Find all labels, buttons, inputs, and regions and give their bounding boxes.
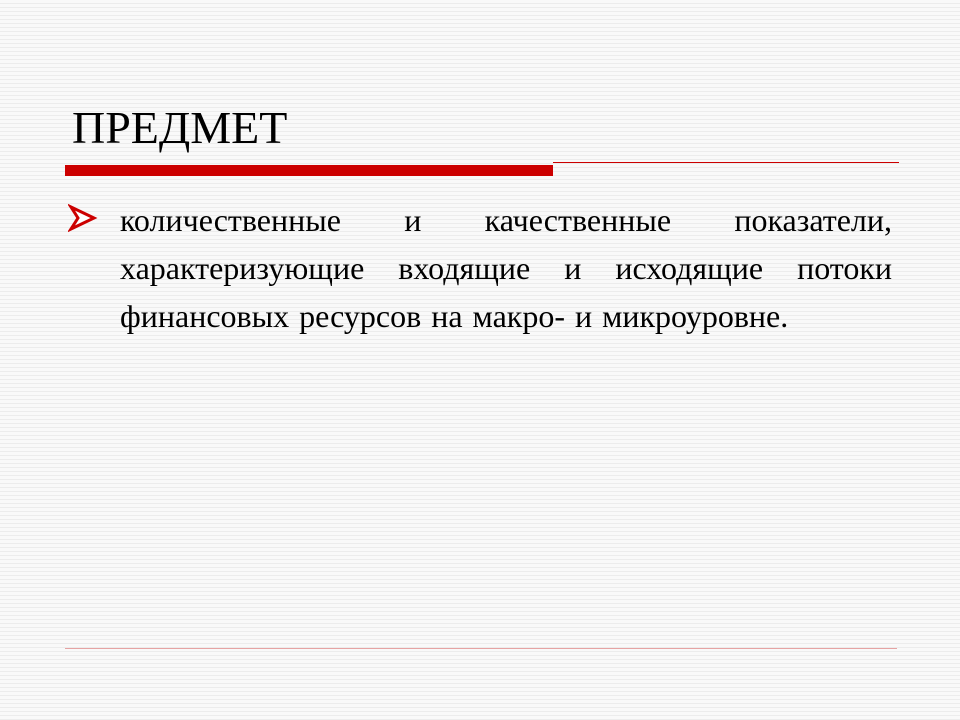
- title-underline-thin: [553, 162, 899, 163]
- bullet-item: [68, 196, 892, 340]
- arrow-right-outline-icon: [68, 203, 98, 233]
- footer-divider: [65, 648, 897, 649]
- slide-title: ПРЕДМЕТ: [72, 102, 288, 153]
- title-underline-thick: [65, 165, 553, 176]
- bullet-text: количественные и качественные показатели, характеризующие входящие и исходящие потоки финансовых ресурсов на макро- и микроуровне.: [120, 202, 892, 334]
- bullet-list: [68, 196, 892, 340]
